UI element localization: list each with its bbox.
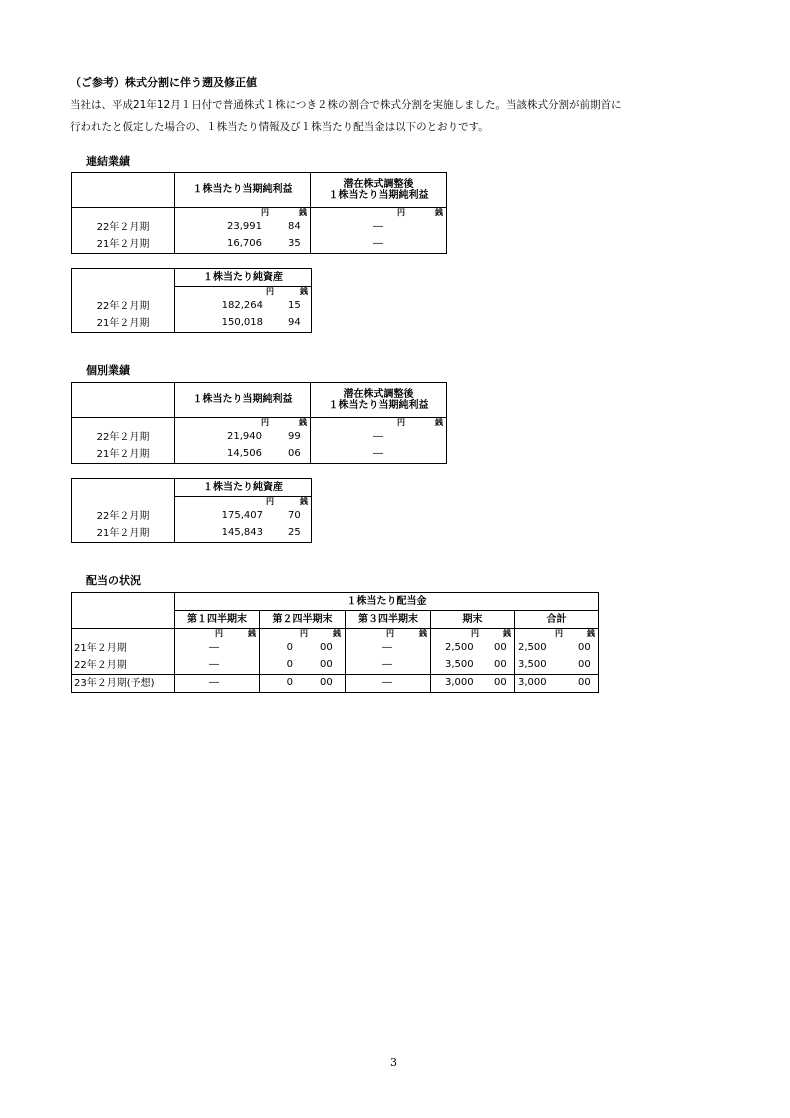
dividend-group-header: １株当たり配当金 <box>175 593 599 611</box>
section-heading: （ご参考）株式分割に伴う遡及修正値 <box>70 76 257 89</box>
consolidated-bps-table: １株当たり純資産 円 銭 22年２月期 182,264 15 21年２月期 150,018 94 <box>71 268 312 333</box>
table-row: 21年２月期 145,843 25 <box>72 525 312 543</box>
consolidated-eps-table: １株当たり当期純利益 潜在株式調整後 １株当たり当期純利益 円 銭 円 銭 22年２月期 23,991 84 ― 21年２月期 16,706 35 ― <box>71 172 447 254</box>
dividend-table: １株当たり配当金 第１四半期末 第２四半期末 第３四半期末 期末 合計 円 銭 円 銭 円 銭 円 銭 円 銭 21年２月期 ― 0 00 ― 2,500 00 2,500 00 22年２月期 ― 0 00 ― 3,500 00 3,500 00 23年２月期(予想) ― 0 00 ― 3,000 00 3,000 00 <box>71 592 599 693</box>
header-empty-cell <box>72 173 175 208</box>
individual-bps-table: １株当たり純資産 円 銭 22年２月期 175,407 70 21年２月期 145,843 25 <box>71 478 312 543</box>
diluted-eps-header: 潜在株式調整後 １株当たり当期純利益 <box>311 173 447 208</box>
table-row: 23年２月期(予想) ― 0 00 ― 3,000 00 3,000 00 <box>72 675 599 693</box>
table-row: 21年２月期 14,506 06 ― <box>72 446 447 464</box>
table-row: 21年２月期 150,018 94 <box>72 315 312 333</box>
table-row: 21年２月期 ― 0 00 ― 2,500 00 2,500 00 <box>72 640 599 657</box>
page-number: 3 <box>390 1056 397 1069</box>
consolidated-title: 連結業績 <box>86 155 130 168</box>
individual-eps-table: １株当たり当期純利益 潜在株式調整後 １株当たり当期純利益 円 銭 円 銭 22年２月期 21,940 99 ― 21年２月期 14,506 06 ― <box>71 382 447 464</box>
eps-header: １株当たり当期純利益 <box>175 173 311 208</box>
intro-paragraph-line-1: 当社は、平成21年12月１日付で普通株式１株につき２株の割合で株式分割を実施しました。当該株式分割が前期首に <box>70 99 622 111</box>
bps-header: １株当たり純資産 <box>175 269 312 287</box>
table-row: 22年２月期 21,940 99 ― <box>72 429 447 446</box>
intro-paragraph-line-2: 行われたと仮定した場合の、１株当たり情報及び１株当たり配当金は以下のとおりです。 <box>70 121 489 133</box>
dividend-title: 配当の状況 <box>86 574 141 587</box>
table-row: 22年２月期 23,991 84 ― <box>72 219 447 236</box>
individual-title: 個別業績 <box>86 364 130 377</box>
table-row: 21年２月期 16,706 35 ― <box>72 236 447 254</box>
table-row: 22年２月期 ― 0 00 ― 3,500 00 3,500 00 <box>72 657 599 675</box>
table-row: 22年２月期 182,264 15 <box>72 298 312 315</box>
table-row: 22年２月期 175,407 70 <box>72 508 312 525</box>
